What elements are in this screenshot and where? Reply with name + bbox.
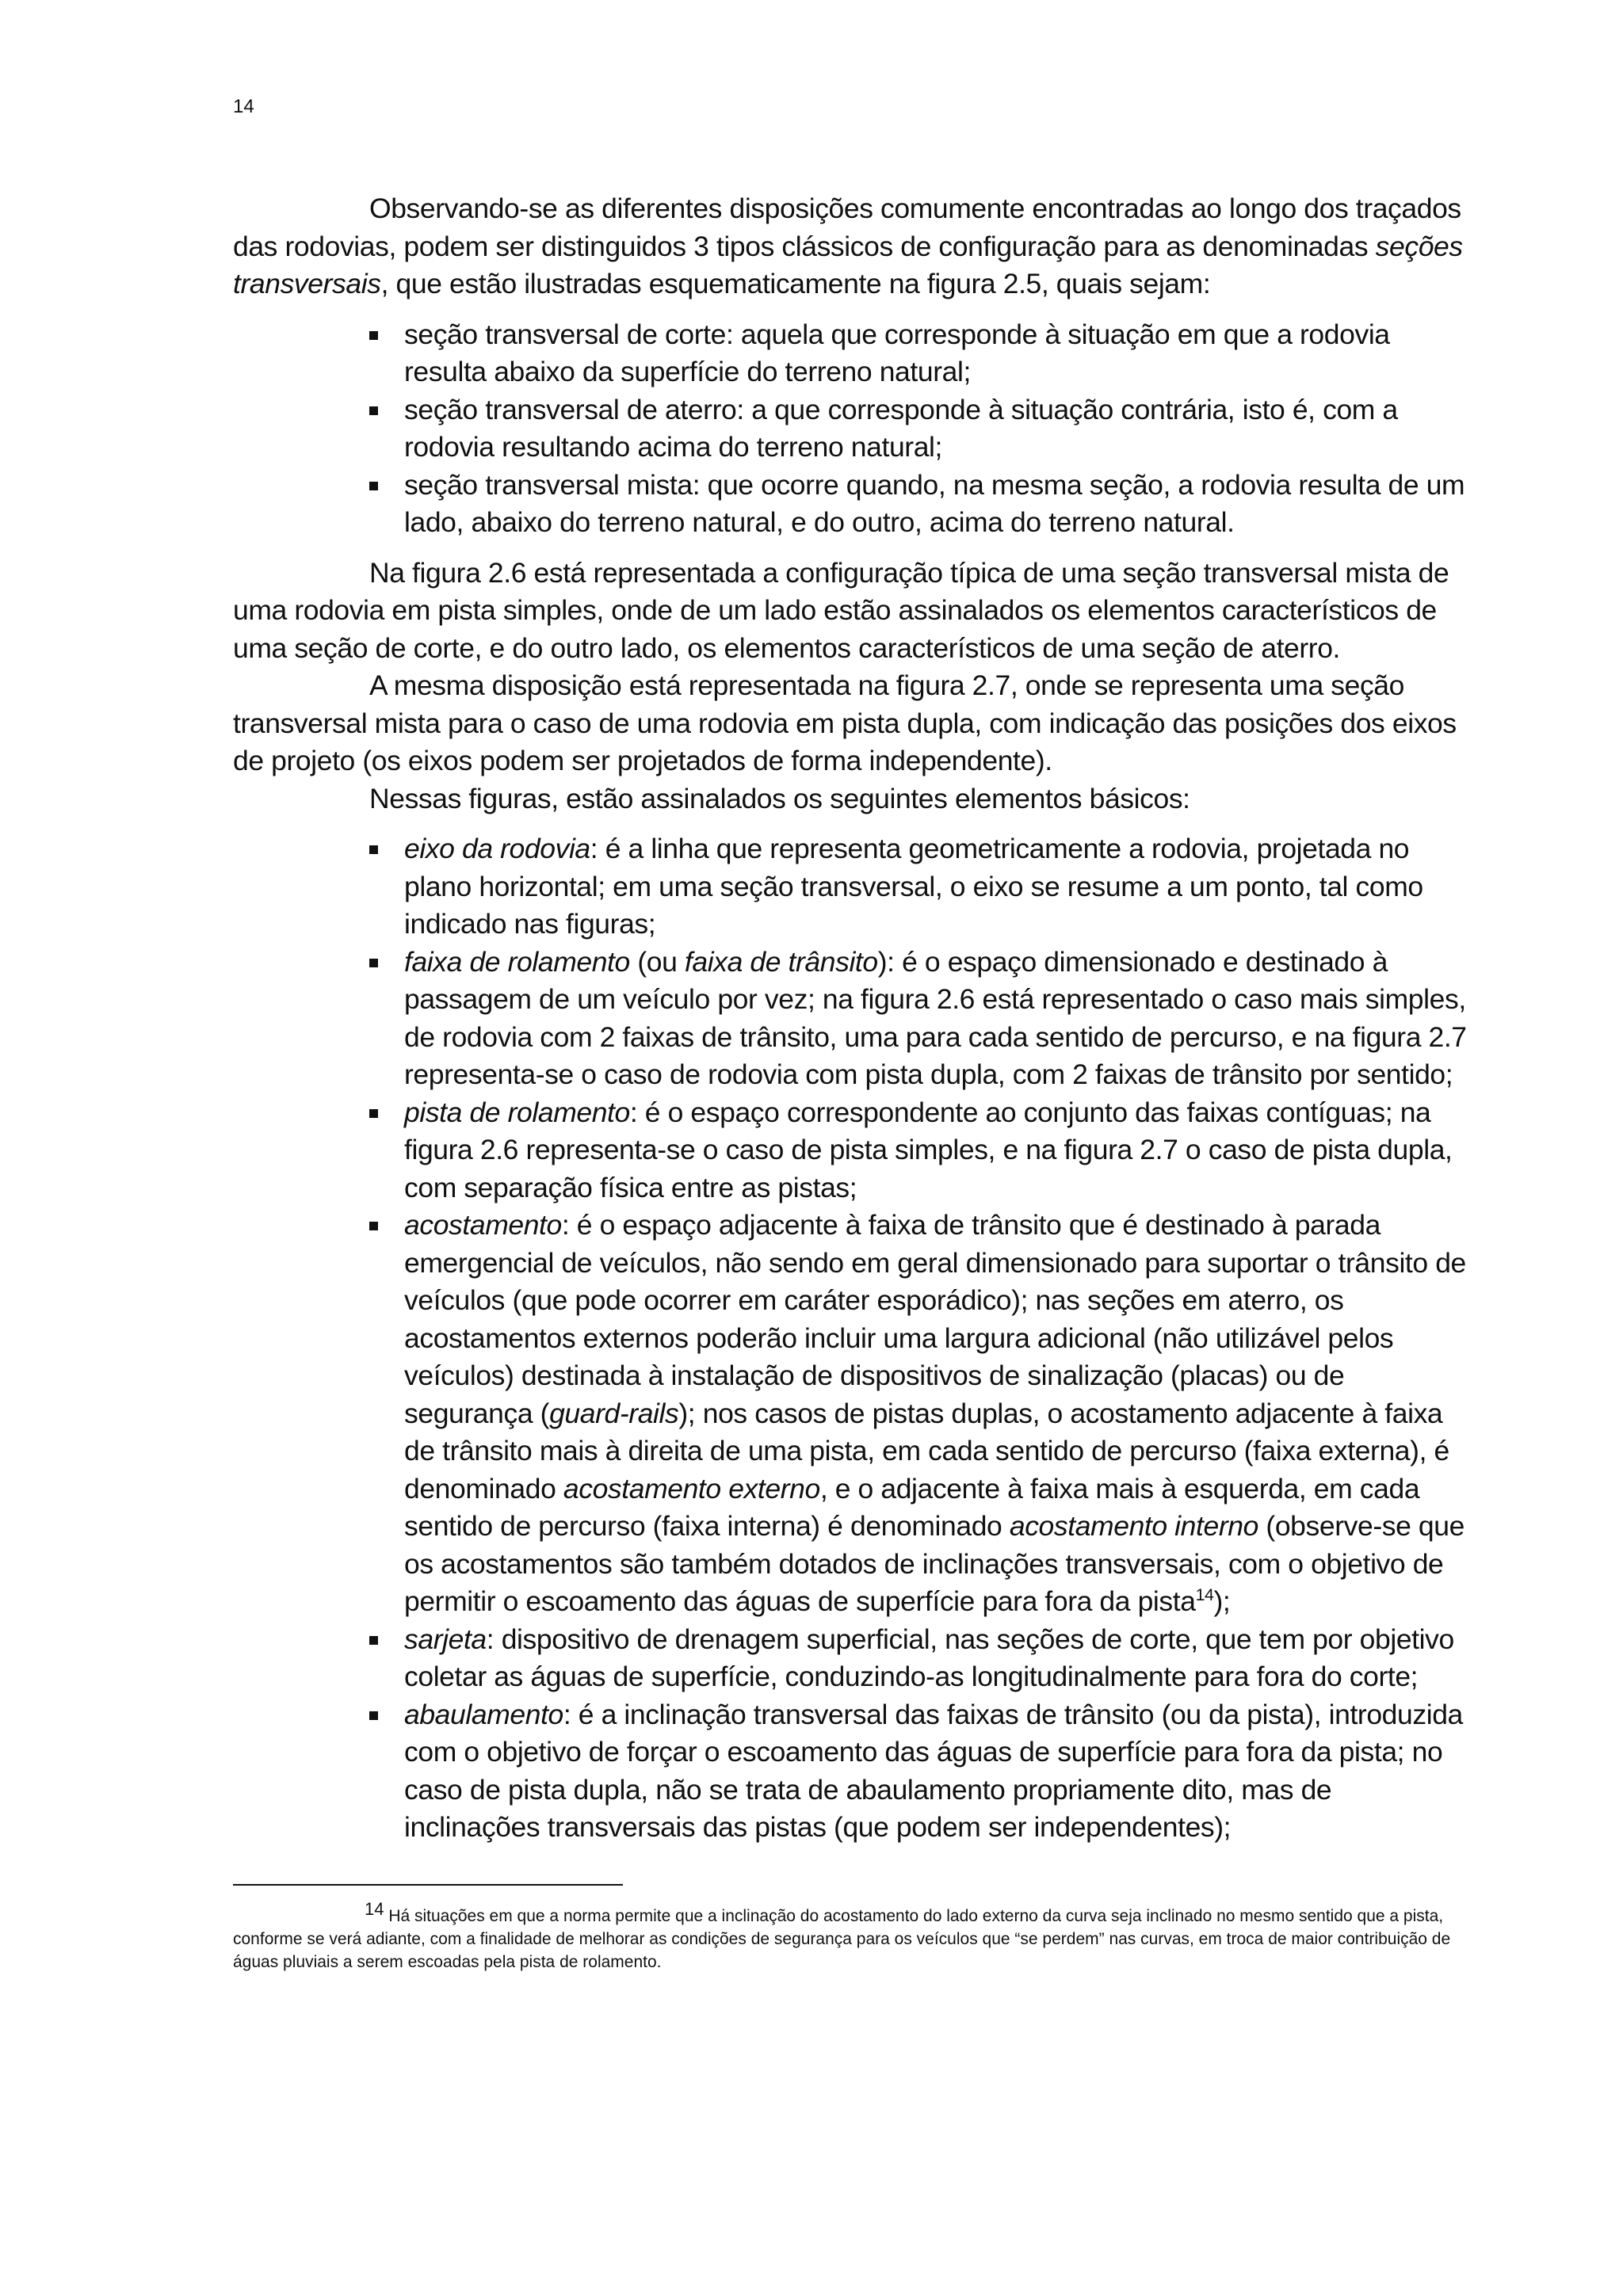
intro-paragraph — [233, 190, 1469, 303]
intro-text-a: Observando-se as diferentes disposições comumente encontradas ao longo dos traçados das rodovias, podem ser distinguidos 3 tipos clássicos de configuração para as denominadas — [233, 193, 1461, 262]
term-acostamento-externo: acostamento externo — [563, 1472, 820, 1505]
intro-text-b: , que estão ilustradas esquematicamente na figura 2.5, quais sejam: — [380, 268, 1211, 299]
text-acostamento-4: (observe-se que os acostamentos são também dotados de inclinações transversais, com o objetivo de permitir o escoamento das águas de superfície para fora da pista — [404, 1510, 1465, 1617]
term-acostamento: acostamento — [404, 1209, 562, 1241]
list-item-secao-mista: seção transversal mista: que ocorre quando, na mesma seção, a rodovia resulta de um lado, abaixo do terreno natural, e do outro, acima do terreno natural. — [404, 467, 1469, 542]
text-acostamento-3: , e o adjacente à faixa mais à esquerda, em cada sentido de percurso (faixa interna) é denominado — [404, 1472, 1420, 1542]
text-faixa: ): é o espaço dimensionado e destinado à passagem de um veículo por vez; na figura 2.6 está representado o caso mais simples, de rodovia com 2 faixas de trânsito, uma para cada sentido de percurso, e na figura 2.7 representa-se o caso de rodovia com pista dupla, com 2 faixas de trânsito por sentido; — [404, 945, 1467, 1090]
list-item-secao-corte: seção transversal de corte: aquela que corresponde à situação em que a rodovia resulta abaixo da superfície do terreno natural; — [404, 316, 1469, 391]
text-faixa-mid: (ou — [629, 945, 685, 978]
paragraph-figura-2-6: Na figura 2.6 está representada a configuração típica de uma seção transversal mista de uma rodovia em pista simples, onde de um lado estão assinalados os elementos característicos de uma seção de corte, e do outro lado, os elementos característicos de uma seção de aterro. — [233, 556, 1449, 664]
elements-list — [233, 830, 1469, 1847]
term-abaulamento: abaulamento — [404, 1698, 563, 1730]
footnote-text: Há situações em que a norma permite que a inclinação do acostamento do lado externo da curva seja inclinado no mesmo sentido que a pista, conforme se verá adiante, com a finalidade de melhorar as condições de segurança para os veículos que “se perdem” nas curvas, em troca de maior contribuição de águas pluviais a serem escoadas pela pista de rolamento. — [233, 1907, 1451, 1971]
footnote-reference[interactable]: 14 — [1195, 1585, 1214, 1605]
list-item-pista — [404, 1094, 1469, 1207]
term-eixo: eixo da rodovia — [404, 833, 590, 864]
body-text — [233, 190, 1469, 1859]
list-item-sarjeta — [404, 1621, 1469, 1696]
paragraph-figura-2-7: A mesma disposição está representada na figura 2.7, onde se representa uma seção transversal mista para o caso de uma rodovia em pista dupla, com indicação das posições dos eixos de projeto (os eixos podem ser projetados de forma independente). — [233, 669, 1457, 776]
term-faixa-rolamento: faixa de rolamento — [404, 945, 630, 978]
footnote — [233, 1899, 1453, 1974]
list-item-eixo — [404, 830, 1469, 944]
footnote-divider — [233, 1884, 623, 1886]
page-number: 14 — [233, 96, 254, 117]
intro-term-secoes-transversais: seções transversais — [233, 230, 1463, 299]
section-types-list — [233, 316, 1469, 542]
term-pista: pista de rolamento — [404, 1096, 630, 1128]
text-acostamento-5: ); — [1213, 1585, 1231, 1617]
footnote-mark: 14 — [365, 1899, 384, 1919]
text-sarjeta: : dispositivo de drenagem superficial, nas seções de corte, que tem por objetivo coletar as águas de superfície, conduzindo-as longitudinalmente para fora do corte; — [404, 1623, 1454, 1692]
text-eixo: : é a linha que representa geometricamente a rodovia, projetada no plano horizontal; em uma seção transversal, o eixo se resume a um ponto, tal como indicado nas figuras; — [404, 833, 1423, 940]
text-acostamento-1: : é o espaço adjacente à faixa de trânsito que é destinado à parada emergencial de veículos, não sendo em geral dimensionado para suportar o trânsito de veículos (que pode ocorrer em caráter esporádico); nas seções em aterro, os acostamentos externos poderão incluir uma largura adicional (não utilizável pelos veículos) destinada à instalação de dispositivos de sinalização (placas) ou de segurança ( — [404, 1209, 1466, 1429]
list-item-acostamento — [404, 1207, 1469, 1621]
text-abaulamento: : é a inclinação transversal das faixas de trânsito (ou da pista), introduzida com o objetivo de forçar o escoamento das águas de superfície para fora da pista; no caso de pista dupla, não se trata de abaulamento propriamente dito, mas de inclinações transversais das pistas (que podem ser independentes); — [404, 1698, 1463, 1843]
text-pista: : é o espaço correspondente ao conjunto das faixas contíguas; na figura 2.6 representa-se o caso de pista simples, e na figura 2.7 o caso de pista dupla, com separação física entre as pistas; — [404, 1096, 1453, 1203]
term-faixa-transito: faixa de trânsito — [684, 945, 878, 978]
paragraph-elementos-basicos: Nessas figuras, estão assinalados os seguintes elementos básicos: — [369, 782, 1190, 814]
list-item-abaulamento — [404, 1696, 1469, 1847]
list-item-secao-aterro: seção transversal de aterro: a que corresponde à situação contrária, isto é, com a rodovia resultando acima do terreno natural; — [404, 391, 1469, 467]
term-acostamento-interno: acostamento interno — [1009, 1510, 1258, 1542]
term-guard-rails: guard-rails — [549, 1397, 679, 1429]
text-acostamento-2: ); nos casos de pistas duplas, o acostamento adjacente à faixa de trânsito mais à direita de uma pista, em cada sentido de percurso (faixa externa), é denominado — [404, 1397, 1449, 1505]
list-item-faixa — [404, 944, 1469, 1094]
term-sarjeta: sarjeta — [404, 1623, 487, 1655]
